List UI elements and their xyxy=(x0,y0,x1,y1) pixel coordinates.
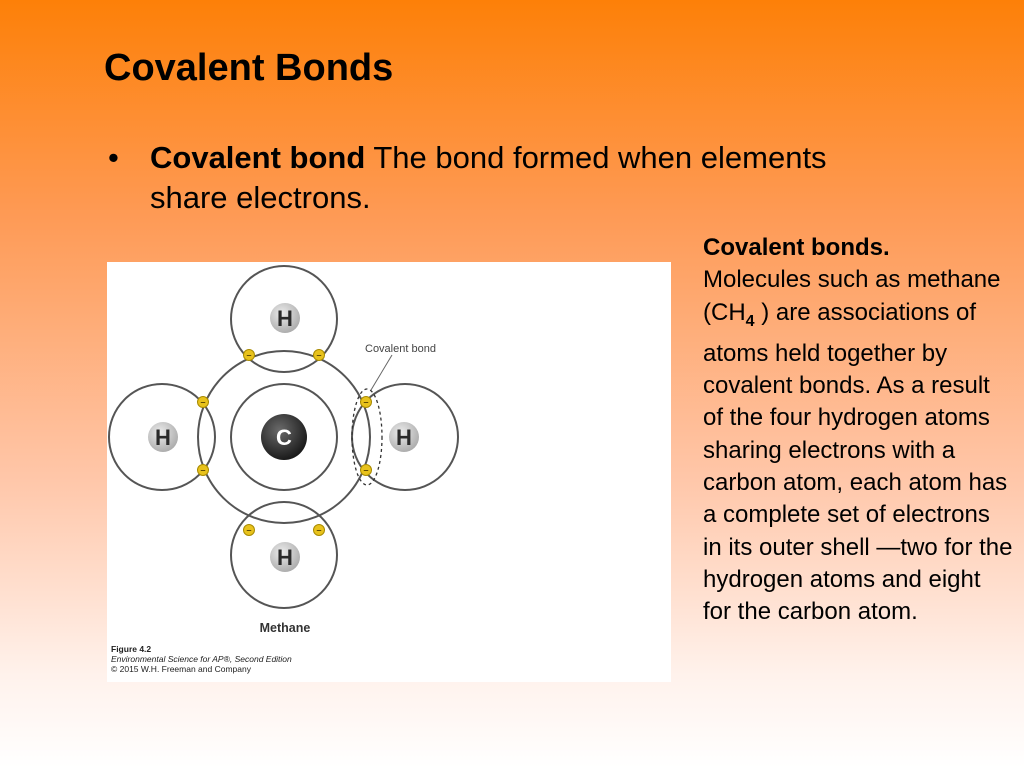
caption-text-after: ) are associations of atoms held together by covalent bonds. As a result of the four hydrogen atoms sharing electrons with a carbon atom, each atom has a complete set of electrons in its outer shell —two for the hydrogen atoms and eight for the carbon atom. xyxy=(703,298,1013,626)
electron-sign: – xyxy=(246,350,252,360)
caption-text-before: Molecules such as methane (CH xyxy=(703,266,1001,326)
electron-sign: – xyxy=(316,525,322,535)
bullet-text xyxy=(150,138,828,218)
bullet-definition: The bond formed when elements share electrons. xyxy=(150,140,827,215)
electron-sign: – xyxy=(246,525,252,535)
bond-label-pointer xyxy=(371,355,392,390)
hydrogen-symbol-top: H xyxy=(277,306,293,331)
figure-credits xyxy=(111,644,292,674)
electron-sign: – xyxy=(363,397,369,407)
hydrogen-symbol-bottom: H xyxy=(277,545,293,570)
hydrogen-symbol-right: H xyxy=(396,425,412,450)
figure-number: Figure 4.2 xyxy=(111,644,152,654)
figure-copyright: © 2015 W.H. Freeman and Company xyxy=(111,664,251,674)
caption-subscript: 4 xyxy=(745,312,755,330)
electron-sign: – xyxy=(316,350,322,360)
methane-diagram xyxy=(107,262,671,682)
electron-sign: – xyxy=(363,465,369,475)
bullet-marker: • xyxy=(108,140,119,175)
bullet-term: Covalent bond xyxy=(150,140,366,175)
bond-label: Covalent bond xyxy=(365,343,436,355)
caption-text xyxy=(703,232,1015,629)
slide-title: Covalent Bonds xyxy=(104,47,394,89)
electron-sign: – xyxy=(200,397,206,407)
carbon-symbol: C xyxy=(276,425,292,450)
caption-title: Covalent bonds. xyxy=(703,234,890,261)
bullet-point xyxy=(108,138,828,218)
caption-body xyxy=(703,264,1015,628)
figure-book: Environmental Science for AP®, Second Edition xyxy=(111,654,292,664)
methane-figure xyxy=(107,262,671,682)
hydrogen-symbol-left: H xyxy=(155,425,171,450)
electron-sign: – xyxy=(200,465,206,475)
figure-caption: Methane xyxy=(259,621,311,635)
